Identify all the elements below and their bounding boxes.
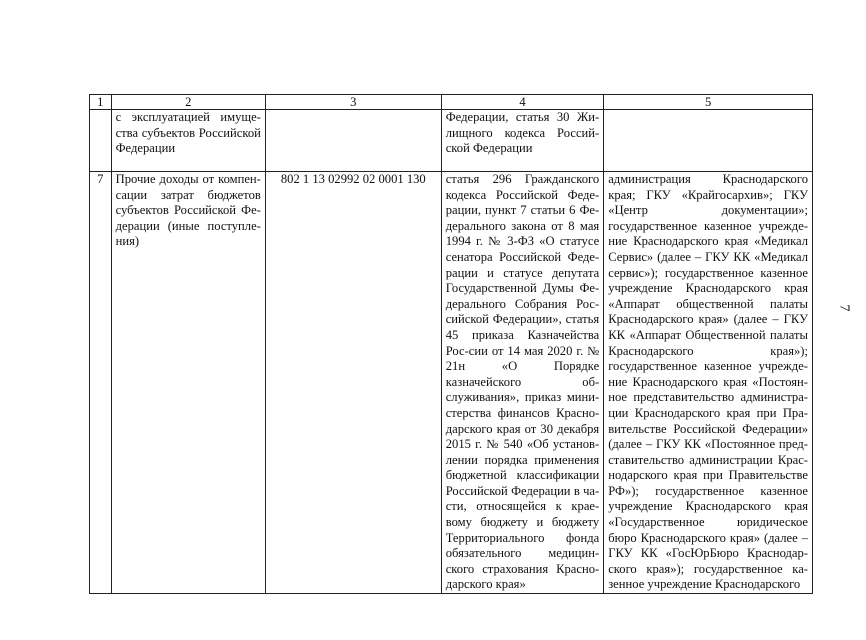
administrators-cell: администрация Краснодарского края; ГКУ «Крайгосархив»; ГКУ «Центр документации»; государственное казенное учрежде-ние Краснодарского края «Медикал Сервис» (далее – ГКУ КК «Медикал сервис»); государственное казенное учреждение Краснодарского края «Аппарат общественной палаты Краснодарского края» (далее – ГКУ КК «Аппарат Общественной палаты Краснодарского края»); государственное казенное учрежде-ние Краснодарского края «Постоян-ное представительство администра-ции Краснодарского края при Пра-вительстве Российской Федерации» (далее – ГКУ КК «Постоянное пред-ставительство администрации Крас-нодарского края при Правительстве РФ»); государственное казенное учреждение Краснодарского края «Государственное юридическое бюро Краснодарского края» (далее – ГКУ КК «ГосЮрБюро Краснодар-ского края»); государственное ка-зенное учреждение Краснодарского <box>604 172 813 594</box>
income-name-cell: с эксплуатацией имуще-ства субъектов Российской Федерации <box>111 110 265 172</box>
page-number: 7 <box>836 304 852 312</box>
income-name-cell: Прочие доходы от компен-сации затрат бюджетов субъектов Российской Фе-дерации (иные поступле-ния) <box>111 172 265 594</box>
budget-code-cell <box>265 110 441 172</box>
header-cell-2: 2 <box>111 95 265 110</box>
legal-basis-cell: Федерации, статья 30 Жи-лищного кодекса Россий-ской Федерации <box>441 110 603 172</box>
table-row-7 <box>90 172 813 594</box>
table-row-continuation <box>90 110 813 172</box>
legal-basis-cell: статья 296 Гражданского кодекса Российской Феде-рации, пункт 7 статьи 6 Фе-дерального закона от 8 мая 1994 г. № 3-ФЗ «О статусе сенатора Российской Феде-рации и статусе депутата Государственной Думы Фе-дерального Собрания Рос-сийской Федерации», статья 45 приказа Казначейства Рос-сии от 14 мая 2020 г. № 21н «О Порядке казначейского об-служивания», приказ мини-стерства финансов Красно-дарского края от 30 декабря 2015 г. № 540 «Об установ-лении порядка применения бюджетной классификации Российской Федерации в ча-сти, относящейся к крае-вому бюджету и бюджету Территориального фонда обязательного медицин-ского страхования Красно-дарского края» <box>441 172 603 594</box>
budget-code-cell: 802 1 13 02992 02 0001 130 <box>265 172 441 594</box>
header-cell-4: 4 <box>441 95 603 110</box>
administrators-cell <box>604 110 813 172</box>
header-cell-1: 1 <box>90 95 112 110</box>
table-header-row <box>90 95 813 110</box>
header-cell-3: 3 <box>265 95 441 110</box>
row-number-cell: 7 <box>90 172 112 594</box>
document-table <box>89 94 813 594</box>
row-number-cell <box>90 110 112 172</box>
header-cell-5: 5 <box>604 95 813 110</box>
